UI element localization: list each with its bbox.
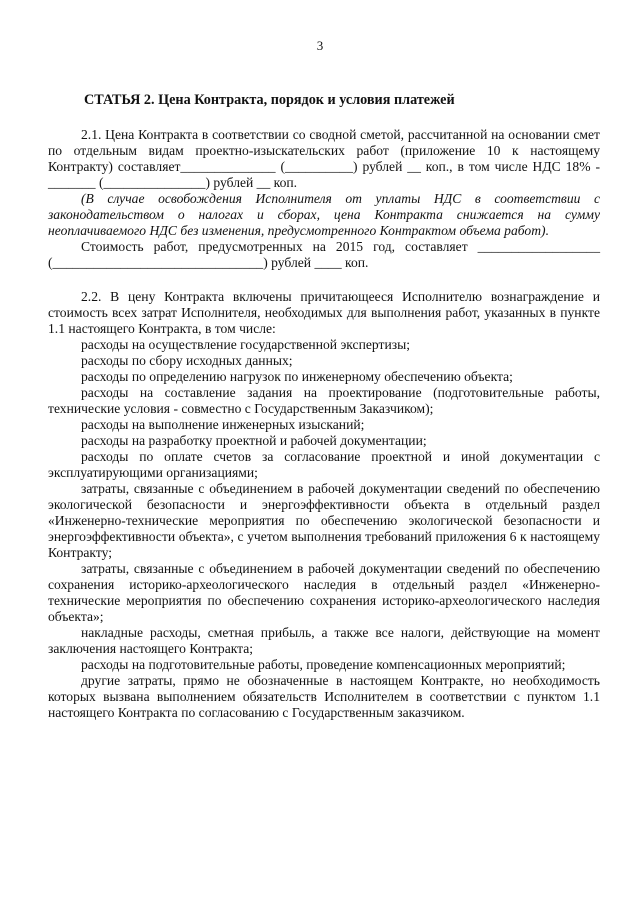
clause-2-1-price: 2.1. Цена Контракта в соответствии со сводной сметой, рассчитанной на основании смет по отдельным видам проектно-изыскательских работ (приложение 10 к настоящему Контракту) составляет______________ (__________) рублей __ коп., в том числе НДС 18% - _______ (_______________) рублей __ коп.	[48, 127, 600, 190]
clause-2-2-item: затраты, связанные с объединением в рабочей документации сведений по обеспечению сохранения историко-археологического наследия в отдельный раздел «Инженерно-технические мероприятия по обеспечению сохранения историко-археологического наследия объекта»;	[48, 561, 600, 624]
article-title: СТАТЬЯ 2. Цена Контракта, порядок и условия платежей	[84, 92, 455, 108]
clause-2-2-item: расходы на разработку проектной и рабочей документации;	[81, 433, 427, 448]
clause-2-2-item: расходы на выполнение инженерных изысканий;	[81, 417, 365, 432]
page-number: 3	[316, 38, 324, 53]
clause-2-1-cost-2015: Стоимость работ, предусмотренных на 2015 год, составляет __________________ (_______________________________) рублей ____ коп.	[48, 239, 600, 270]
document-body	[48, 92, 600, 721]
clause-2-2-item: расходы на подготовительные работы, проведение компенсационных мероприятий;	[81, 657, 566, 672]
clause-2-2-intro: 2.2. В цену Контракта включены причитающееся Исполнителю вознаграждение и стоимость всех затрат Исполнителя, необходимых для выполнения работ, указанных в пункте 1.1 настоящего Контракта, в том числе:	[48, 289, 600, 336]
clause-2-2-item: накладные расходы, сметная прибыль, а также все налоги, действующие на момент заключения настоящего Контракта;	[48, 625, 600, 656]
clause-2-2-item: затраты, связанные с объединением в рабочей документации сведений по обеспечению экологической безопасности и энергоэффективности объекта в отдельный раздел «Инженерно-технические мероприятия по обеспечению экологической безопасности и энергоэффективности объекта», с учетом выполнения требований приложения 6 к настоящему Контракту;	[48, 481, 600, 560]
clause-2-2-item: расходы на осуществление государственной экспертизы;	[81, 337, 410, 352]
clause-2-2-item: расходы по определению нагрузок по инженерному обеспечению объекта;	[81, 369, 513, 384]
clause-2-2-item: расходы по оплате счетов за согласование проектной и иной документации с эксплуатирующими организациями;	[48, 449, 600, 480]
clause-2-1-vat-note: (В случае освобождения Исполнителя от уплаты НДС в соответствии с законодательством о налогах и сборах, цена Контракта снижается на сумму неоплачиваемого НДС без изменения, предусмотренного Контрактом объема работ).	[48, 191, 600, 238]
clause-2-2-item: расходы по сбору исходных данных;	[81, 353, 293, 368]
clause-2-2-item: другие затраты, прямо не обозначенные в настоящем Контракте, но необходимость которых вызвана выполнением обязательств Исполнителем в соответствии с пунктом 1.1 настоящего Контракта по согласованию с Государственным заказчиком.	[48, 673, 600, 720]
clause-2-2-item: расходы на составление задания на проектирование (подготовительные работы, технические условия - совместно с Государственным Заказчиком);	[48, 385, 600, 416]
